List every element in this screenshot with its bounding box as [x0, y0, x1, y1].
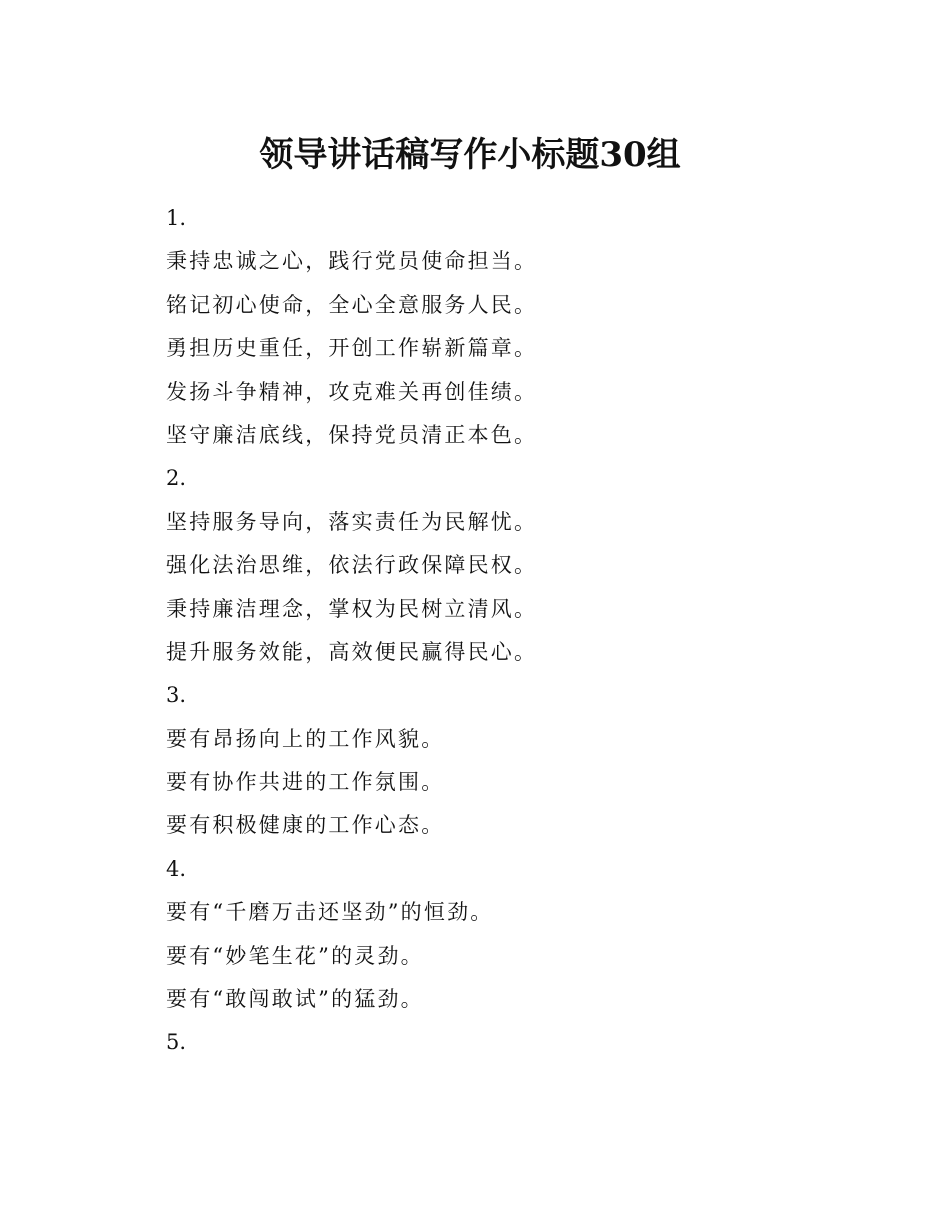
- document-title: 领导讲话稿写作小标题30组: [259, 135, 681, 175]
- text-line: 勇担历史重任，开创工作崭新篇章。: [166, 336, 538, 361]
- text-line: 要有协作共进的工作氛围。: [166, 770, 445, 795]
- section-number: 2.: [166, 466, 187, 491]
- text-line: 坚守廉洁底线，保持党员清正本色。: [166, 422, 538, 447]
- section-number: 5.: [166, 1030, 187, 1055]
- text-line: 要有“千磨万击还坚劲”的恒劲。: [166, 900, 494, 925]
- document-body: [166, 197, 866, 1065]
- section-number: 1.: [166, 206, 187, 230]
- text-line: 要有积极健康的工作心态。: [166, 813, 445, 838]
- text-line: 要有“妙笔生花”的灵劲。: [166, 943, 424, 968]
- text-line: 坚持服务导向，落实责任为民解忧。: [166, 509, 538, 534]
- section-number: 4.: [166, 856, 187, 881]
- text-line: 要有“敢闯敢试”的猛劲。: [166, 987, 424, 1012]
- text-line: 提升服务效能，高效便民赢得民心。: [166, 639, 538, 664]
- text-line: 强化法治思维，依法行政保障民权。: [166, 553, 538, 578]
- text-line: 铭记初心使命，全心全意服务人民。: [166, 292, 538, 317]
- text-line: 发扬斗争精神，攻克难关再创佳绩。: [166, 379, 538, 404]
- section-number: 3.: [166, 683, 187, 708]
- text-line: 要有昂扬向上的工作风貌。: [166, 726, 445, 751]
- text-line: 秉持廉洁理念，掌权为民树立清风。: [166, 596, 538, 621]
- text-line: 秉持忠诚之心，践行党员使命担当。: [166, 249, 538, 274]
